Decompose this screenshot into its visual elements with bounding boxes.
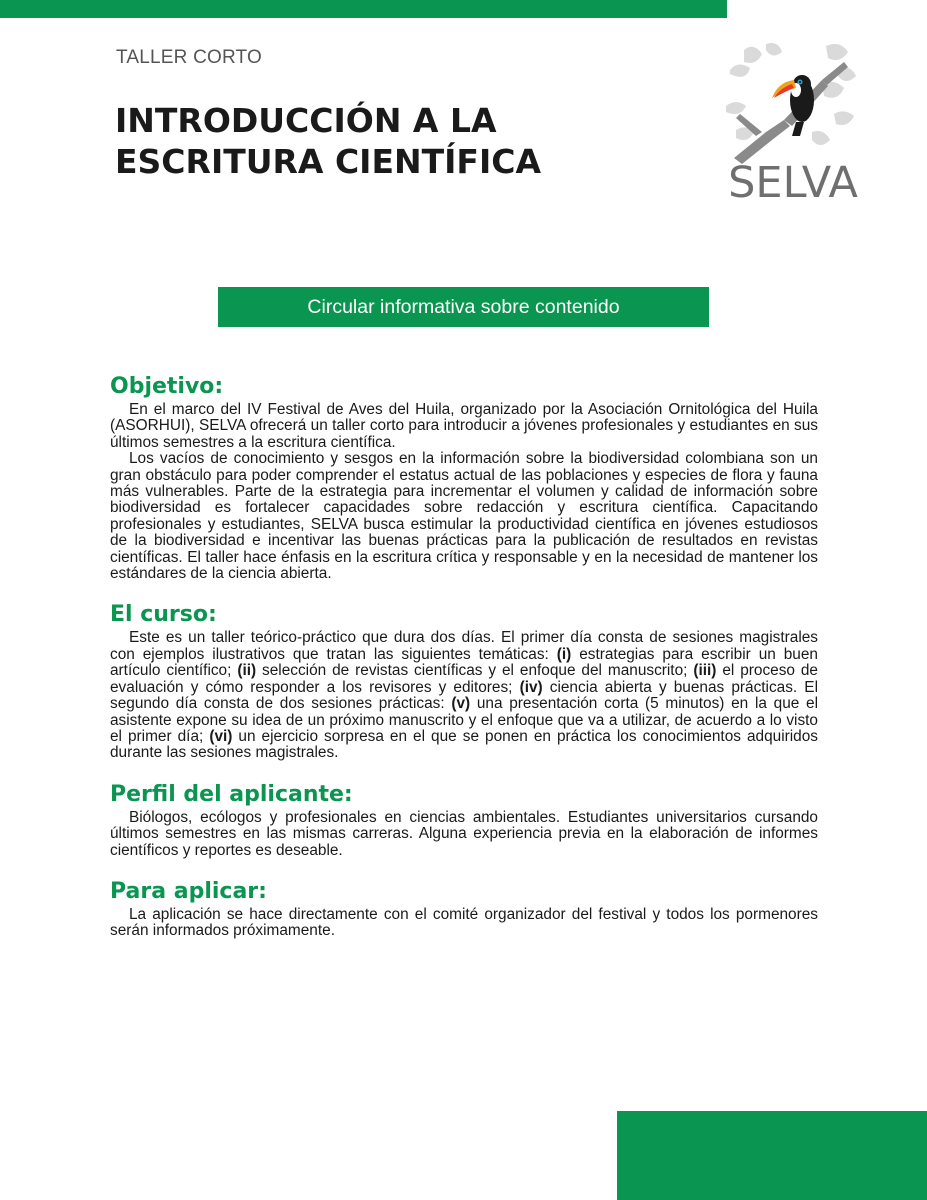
- section-heading: Perfil del aplicante:: [110, 781, 353, 807]
- text-run: estrategias para escribir un buen artículo científico;: [110, 645, 818, 680]
- document-body: [110, 372, 818, 940]
- topic-marker: (v): [451, 695, 471, 713]
- topic-marker: (i): [556, 645, 572, 663]
- section-aplicar: [110, 877, 818, 940]
- kicker-label: TALLER CORTO: [116, 47, 262, 68]
- section-heading: Para aplicar:: [110, 878, 267, 904]
- paragraph: En el marco del IV Festival de Aves del Huila, organizado por la Asociación Ornitológica del Huila (ASORHUI), SELVA ofrecerá un taller corto para introducir a jóvenes profesionales y estudiantes en sus últimos semestres a la escritura científica.: [110, 401, 818, 451]
- text-run: Este es un taller teórico-práctico que dura dos días. El primer día consta de sesiones magistrales con ejemplos ilustrativos que tratan las siguientes temáticas:: [110, 629, 818, 663]
- selva-logo: [726, 40, 860, 206]
- info-banner: Circular informativa sobre contenido: [218, 287, 709, 327]
- text-run: ciencia abierta y buenas prácticas. El segundo día consta de dos sesiones prácticas:: [110, 678, 818, 713]
- page-title: INTRODUCCIÓN A LA ESCRITURA CIENTÍFICA: [115, 101, 541, 181]
- text-run: una presentación corta (5 minutos) en la que el asistente expone su idea de un próximo manuscrito y el enfoque que va a utilizar, de acuerdo a lo visto el primer día;: [110, 695, 818, 745]
- paragraph: Los vacíos de conocimiento y sesgos en la información sobre la biodiversidad colombiana son un gran obstáculo para poder comprender el estatus actual de las poblaciones y especies de flora y fauna más vulnerables. Parte de la estrategia para incrementar el volumen y calidad de información sobre biodiversidad es fortalecer capacidades sobre redacción y escritura científica. Capacitando profesionales y estudiantes, SELVA busca estimular la productividad científica en jóvenes estudiosos de la biodiversidad e incentivar las buenas prácticas para la publicación de resultados en revistas científicas. El taller hace énfasis en la escritura crítica y responsable y en la necesidad de mantener los estándares de la ciencia abierta.: [110, 450, 818, 583]
- top-accent-bar: [0, 0, 727, 18]
- toucan-on-branch-icon: [726, 40, 860, 170]
- section-heading: Objetivo:: [110, 374, 224, 399]
- section-perfil: [110, 780, 818, 859]
- logo-wordmark: SELVA: [728, 158, 858, 208]
- bottom-accent-block: [617, 1111, 927, 1200]
- text-run: un ejercicio sorpresa en el que se ponen en práctica los conocimientos adquiridos durante las sesiones magistrales.: [110, 727, 818, 762]
- topic-marker: (iii): [693, 662, 717, 680]
- section-heading: El curso:: [110, 602, 217, 628]
- section-objetivo: [110, 372, 818, 582]
- paragraph: La aplicación se hace directamente con el comité organizador del festival y todos los pormenores serán informados próximamente.: [110, 905, 818, 940]
- topic-marker: (ii): [237, 662, 257, 680]
- paragraph: [110, 630, 818, 761]
- topic-marker: (iv): [519, 678, 543, 696]
- paragraph: Biólogos, ecólogos y profesionales en ciencias ambientales. Estudiantes universitarios cursando últimos semestres en las mismas carreras. Alguna experiencia previa en la elaboración de informes científicos y reportes es deseable.: [110, 808, 818, 859]
- text-run: selección de revistas científicas y el enfoque del manuscrito;: [256, 662, 694, 680]
- section-curso: [110, 600, 818, 761]
- text-run: el proceso de evaluación y cómo responder a los revisores y editores;: [110, 662, 818, 696]
- topic-marker: (vi): [209, 727, 233, 745]
